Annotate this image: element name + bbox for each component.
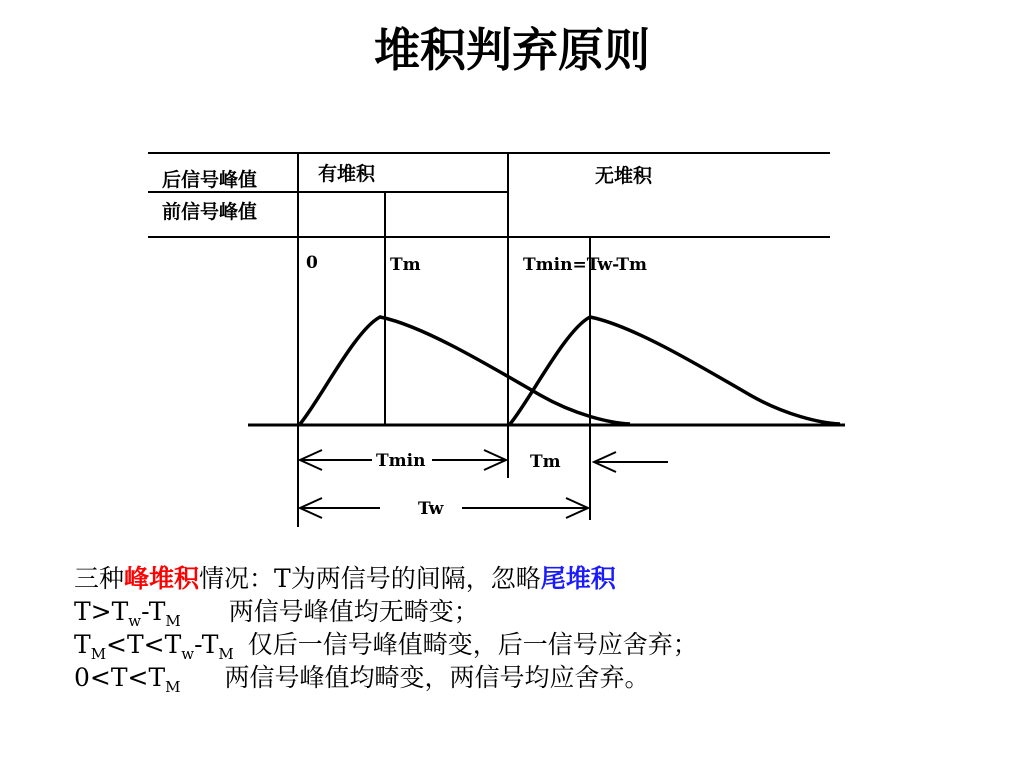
label-tm-top: Tm xyxy=(390,255,421,275)
row-label-later-peak: 后信号峰值 xyxy=(162,169,258,191)
slide-title: 堆积判弃原则 xyxy=(374,23,650,77)
col-label-no-pileup: 无堆积 xyxy=(595,165,653,187)
cond3-sub-b: w xyxy=(181,645,195,663)
cond3-c: -T xyxy=(194,630,219,659)
label-tw-interval: Tw xyxy=(418,499,444,519)
cond3-sub-c: M xyxy=(218,645,234,663)
label-tmin-formula: Tmin=Tw-Tm xyxy=(523,255,647,275)
notes-line-4 xyxy=(74,661,974,694)
cond3-desc: 仅后一信号峰值畸变，后一信号应舍弃； xyxy=(247,630,698,659)
notes-middle: 情况：T为两信号的间隔，忽略 xyxy=(199,564,541,593)
dimension-arrows xyxy=(300,450,668,518)
label-tmin-interval: Tmin xyxy=(376,451,426,471)
table-grid xyxy=(148,153,830,237)
label-tm-interval: Tm xyxy=(530,452,561,472)
row-label-earlier-peak: 前信号峰值 xyxy=(162,201,258,223)
cond3-b: <T<T xyxy=(106,630,182,659)
cond3-sub-a: M xyxy=(90,645,107,663)
cond4-a: 0<T<T xyxy=(74,663,166,692)
cond4-desc: 两信号峰值均畸变，两信号均应舍弃。 xyxy=(224,663,650,692)
highlight-peak-pileup: 峰堆积 xyxy=(124,564,200,593)
col-label-with-pileup: 有堆积 xyxy=(318,163,376,185)
notes-line-2 xyxy=(74,595,974,628)
cond2-a: T>T xyxy=(74,597,129,626)
notes-block xyxy=(74,562,974,694)
notes-prefix: 三种 xyxy=(74,564,125,593)
notes-line-3 xyxy=(74,628,974,661)
cond3-a: T xyxy=(74,630,91,659)
cond2-b: -T xyxy=(141,597,166,626)
cond2-sub-b: M xyxy=(165,612,181,630)
second-pulse xyxy=(510,317,840,424)
highlight-tail-pileup: 尾堆积 xyxy=(540,564,616,593)
notes-line-1 xyxy=(74,562,974,595)
first-pulse xyxy=(300,317,630,424)
cond2-desc: 两信号峰值均无畸变； xyxy=(228,597,479,626)
label-zero: 0 xyxy=(306,253,318,273)
cond2-sub-a: w xyxy=(128,612,142,630)
cond4-sub-a: M xyxy=(165,678,181,696)
